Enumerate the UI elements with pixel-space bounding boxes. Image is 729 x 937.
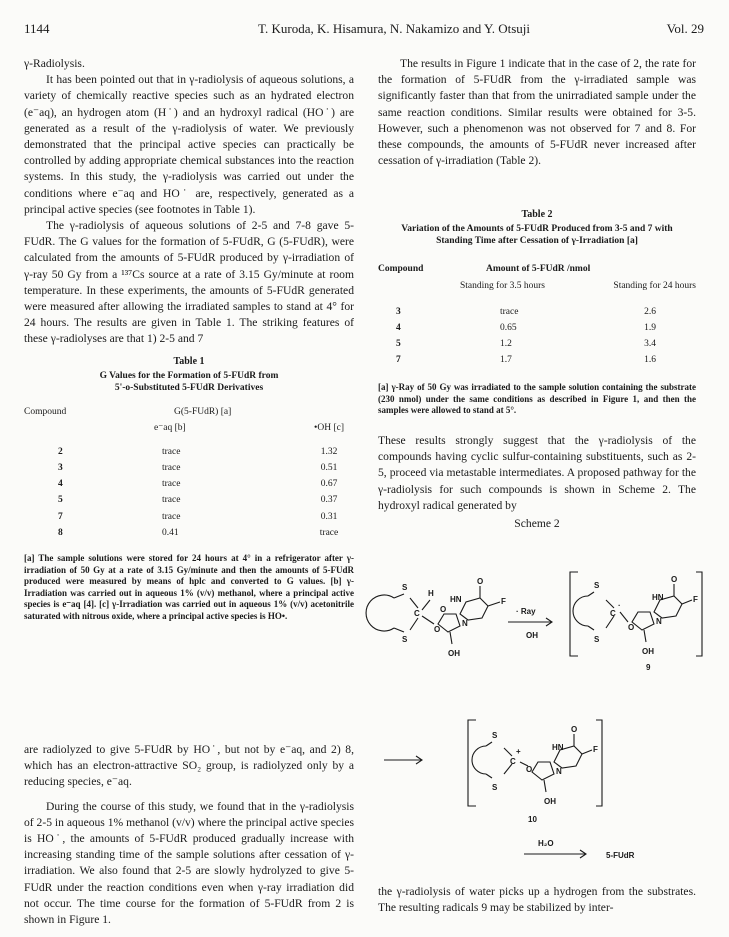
scheme-atom: C [610,609,616,618]
col-header-oh: •OH [c] [314,422,344,433]
caption-line: G Values for the Formation of 5-FUdR from [99,370,279,381]
scheme-atom: F [693,595,698,604]
table-1-label: Table 1 [173,355,205,367]
col-header-eaq: e⁻aq [b] [154,422,186,433]
table-2-label: Table 2 [521,209,553,221]
table-2-grid [378,261,696,368]
table-row: 4 0.65 1.9 [396,322,656,333]
table-row: 2 trace 1.32 [58,446,338,457]
scheme-atom: O [440,605,447,614]
scheme-cation: + [516,747,521,756]
table-1-caption [24,356,354,394]
scheme-atom: O [671,575,678,584]
scheme-atom: HN [450,595,462,604]
scheme-atom: OH [544,797,556,806]
caption-line: 5'-o-Substituted 5-FUdR Derivatives [114,382,264,393]
col-header-24h: Standing for 24 hours [613,280,696,291]
scheme-atom: O [571,725,578,734]
table-1-grid [24,404,354,541]
scheme-atom: H [428,589,434,598]
paragraph: The results in Figure 1 indicate that in the case of 2, the rate for the formation of 5-FUdR from the γ-irradiated sample was significantly faster than that from the unirradiated sample under the same reaction conditions. Similar results were obtained for 3-5. However, such a phenomenon was not observed for 7 and 8. For these compounds, the amounts of 5-FUdR never increased after cessation of γ-irradiation (Table 2). [378,57,696,168]
scheme-atom: S [594,581,600,590]
table-row: 8 0.41 trace [58,527,339,538]
table-row: 7 trace 0.31 [58,511,338,522]
arrow-label-water: H₂O [538,839,554,848]
running-header [24,21,704,41]
table-2-footnote: [a] γ-Ray of 50 Gy was irradiated to the sample solution containing the substrate (230 nmol) under the same conditions as described in Figure 1, and then the samples were allowed to stand at 5°. [378,382,696,416]
col-header-compound: Compound [378,264,424,275]
scheme-atom: OH [642,647,654,656]
col-header-compound: Compound [24,406,67,417]
right-column-continued [378,884,696,916]
scheme-atom: S [402,635,408,644]
table-row: 4 trace 0.67 [58,479,338,490]
compound-9-label: 9 [646,663,651,672]
col-header-3-5h: Standing for 3.5 hours [460,280,545,291]
scheme-atom: C [510,757,516,766]
scheme-atom: F [501,597,506,606]
scheme-atom: N [656,617,662,626]
col-header-group: Amount of 5-FUdR /nmol [486,264,591,275]
paragraph: are radiolyzed to give 5-FUdR by HO˙, but not by e⁻aq, and 2) 8, which has an electron-attractive SO₂ group, is radiolyzed only by a reducing species, e⁻aq. [24,743,354,789]
scheme-atom: O [526,765,533,774]
table-2-caption [378,209,696,247]
table-row: 3 trace 0.51 [58,463,338,474]
scheme-atom: F [593,745,598,754]
paragraph: During the course of this study, we found that in the γ-radiolysis of 2-5 in aqueous 1% methanol (v/v) where the principal active species is HO˙, the amounts of 5-FUdR produced gradually increase with increasing standing time of the sample solutions after cessation of γ-irradiation. We also found that 2-5 are slowly hydrolyzed to give 5-FUdR under the reaction conditions even when γ-ray irradiation did not occur. The time course for the formation of 5-FUdR from 2 is shown in Figure 1. [24,799,354,927]
caption-line: Variation of the Amounts of 5-FUdR Produced from 3-5 and 7 with [401,224,673,235]
product-label: 5-FUdR [606,851,635,860]
scheme-atom: O [434,625,441,634]
arrow-label-oh: OH [526,631,538,640]
running-authors: T. Kuroda, K. Hisamura, N. Nakamizo and Y. Otsuji [258,21,530,36]
table-2 [378,209,696,417]
scheme-atom: S [492,783,498,792]
paragraph: It has been pointed out that in γ-radiolysis of aqueous solutions, a variety of chemically reactive species such as an hydrated electron (e⁻aq), an hydrogen atom (H˙) and an hydroxyl radical (HO˙) are generated as a result of the γ-radiolysis of water. We previously demonstrated that the principal active species can practically be controlled by adding appropriate chemical substances into the reaction systems. In this study, the γ-radiolysis was carried out under the conditions where e⁻aq and HO˙ are, respectively, generated as a principal active species (see footnotes in Table 1). [24,73,354,216]
paragraph: The γ-radiolysis of aqueous solutions of 2-5 and 7-8 gave 5-FUdR. The G values for the formation of 5-FUdR, G (5-FUdR), were calculated from the amounts of 5-FUdR produced by γ-irradiation of γ-ray 50 Gy from a ¹³⁷Cs source at a rate of 3.15 Gy/minute at room temperature. In these experiments, the amounts of 5-FUdR generated were measured after allowing the irradiated samples to stand at 4° for 24 hours. The results are given in Table 1. The striking features of these γ-radiolyses are that 1) 2-5 and 7 [24,219,354,346]
arrow-label-ray: · Ray [516,607,536,616]
scheme-radical: · [618,601,621,610]
scheme-label: Scheme 2 [514,516,560,530]
col-header-group: G(5-FUdR) [a] [174,406,232,417]
table-1 [24,356,354,622]
left-column [24,56,354,622]
table-row: 7 1.7 1.6 [396,355,656,366]
table-row: 3 trace 2.6 [396,306,656,317]
scheme-atom: O [477,577,484,586]
left-column-continued [24,742,354,928]
right-column [378,56,696,532]
scheme-atom: N [462,619,468,628]
scheme-atom: S [492,731,498,740]
paragraph: These results strongly suggest that the γ-radiolysis of the compounds having cyclic sulfur-containing substituents, such as 2-5, proceed via metastable intermediates. A proposed pathway for the γ-radiolysis for such compounds is shown in Scheme 2. The hydroxyl radical generated by [378,433,696,512]
scheme-atom: S [594,635,600,644]
page-number: 1144 [24,21,50,36]
scheme-atom: S [402,583,408,592]
caption-line: Standing Time after Cessation of γ-Irradiation [a] [436,236,638,247]
paragraph: the γ-radiolysis of water picks up a hydrogen from the substrates. The resulting radicals 9 may be stabilized by inter- [378,885,696,915]
scheme-2-diagram [356,552,704,882]
scheme-atom: O [628,623,635,632]
table-1-footnote: [a] The sample solutions were stored for 24 hours at 4° in a refrigerator after γ-irradiation of 50 Gy at a rate of 3.15 Gy/minute and then the amounts of 5-FUdR produced were measured by means of hplc and converted to G values. [b] γ-Irradiation was carried out in aqueous 1% (v/v) methanol, where a principal active species is e⁻aq [4]. [c] γ-Irradiation was carried out in aqueous 1% (v/v) acetonitrile saturated with nitrous oxide, where a principal active species is HO•. [24,553,354,621]
scheme-atom: HN [552,743,564,752]
section-title: γ-Radiolysis. [24,57,85,70]
scheme-atom: N [556,767,562,776]
scheme-atom: OH [448,649,460,658]
scheme-atom: C [414,609,420,618]
table-row: 5 trace 0.37 [58,495,338,506]
volume-label: Vol. 29 [666,21,704,36]
table-row: 5 1.2 3.4 [396,339,656,350]
scheme-atom: HN [652,593,664,602]
compound-10-label: 10 [528,815,537,824]
